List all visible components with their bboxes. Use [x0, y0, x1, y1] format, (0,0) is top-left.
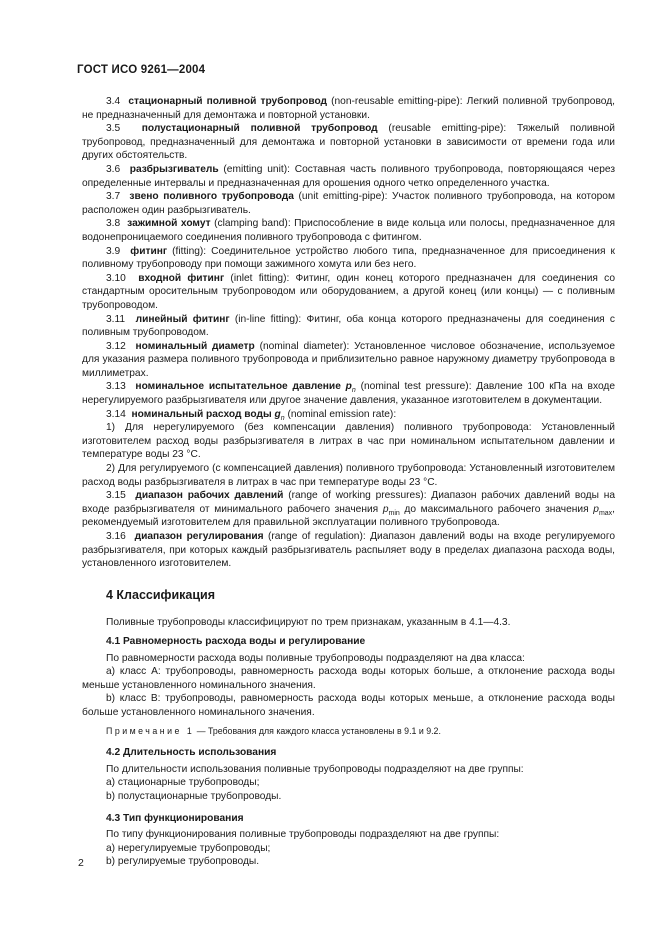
- subsection-4-2-heading: 4.2 Длительность использования: [106, 747, 277, 759]
- subsection-4-2-text: По длительности использования поливные трубопроводы подразделяют на две группы:: [106, 763, 524, 775]
- definition-3-9: 3.9 фитинг (fitting): Соединительное устройство любого типа, предназначенное для присоединения к поливному трубопроводу при помощи зажимного хомута или без него.: [82, 245, 615, 271]
- definition-3-6: 3.6 разбрызгиватель (emitting unit): Составная часть поливного трубопровода, повторяющаяся через определенные интервалы и предназначенная для орошения одного четко определенного участка.: [82, 163, 615, 189]
- definition-3-15: 3.15 диапазон рабочих давлений (range of working pressures): Диапазон рабочих давлений воды на входе разбрызгивателя от минимального рабочего значения $p_{min}$ до максимального рабочего значения $p_{max}$, рекомендуемый изготовителем для правильной эксплуатации поливного трубопровода.: [82, 490, 616, 529]
- definition-3-16: 3.16 диапазон регулирования (range of regulation): Диапазон давлений воды на входе регулируемого разбрызгивателя, при которых каждый разбрызгиватель распыляет воду в пределах диапазона расхода воды, установленного изготовителем.: [82, 531, 616, 570]
- list-item: b) класс В: трубопроводы, равномерность расхода воды которых меньше, а отклонение расхода воды больше установленного номинального значения.: [82, 693, 615, 718]
- section-4-heading: 4 Классификация: [106, 587, 216, 602]
- note-1: Примечание 1 — Требования для каждого класса установлены в 9.1 и 9.2.: [106, 725, 441, 736]
- definition-3-13: 3.13 номинальное испытательное давление $p_n$ (nominal test pressure): Давление 100 кПа на входе нерегулируемого разбрызгивателя или другое значение давления, указанное изготовителем в документации.: [82, 381, 615, 407]
- subsection-4-1-text: По равномерности расхода воды поливные трубопроводы подразделяют на два класса:: [106, 652, 525, 664]
- standard-code-header: ГОСТ ИСО 9261—2004: [77, 64, 206, 76]
- definition-3-14-item: 2) Для регулируемого (с компенсацией давления) поливного трубопровода: Установленный изготовителем расход воды разбрызгивателя в литрах в час при температуре воды 23 °С.: [82, 463, 615, 488]
- list-item: b) регулируемые трубопроводы.: [106, 856, 260, 868]
- list-item: а) класс А: трубопроводы, равномерность расхода воды которых больше, а отклонение расхода воды меньше установленного номинального значения.: [82, 666, 615, 691]
- list-item: а) нерегулируемые трубопроводы;: [106, 842, 271, 854]
- definition-3-14-item: 1) Для нерегулируемого (без компенсации давления) поливного трубопровода: Установленный изготовителем расход воды разбрызгивателя в литрах в час при номинальном испытательном давлении и температуре воды 23 °С.: [82, 422, 615, 461]
- list-item: b) полустационарные трубопроводы.: [106, 790, 282, 802]
- list-item: а) стационарные трубопроводы;: [106, 777, 260, 789]
- document-body: [82, 95, 615, 869]
- definition-3-14: 3.14 номинальный расход воды $g_n$ (nominal emission rate):: [106, 408, 397, 422]
- definition-3-4: 3.4 стационарный поливной трубопровод (non-reusable emitting-pipe): Легкий поливной трубопровод, не предназначенный для демонтажа и повторной установки.: [82, 96, 615, 121]
- definition-3-12: 3.12 номинальный диаметр (nominal diameter): Установленное числовое обозначение, используемое для указания размера поливного трубопровода и приблизительно равное наружному диаметру трубопровода в миллиметрах.: [82, 340, 615, 379]
- subsection-4-3-heading: 4.3 Тип функционирования: [106, 812, 244, 824]
- page-number: 2: [78, 857, 84, 869]
- definition-3-11: 3.11 линейный фитинг (in-line fitting): Фитинг, оба конца которого предназначены для соединения с поливным трубопроводом.: [82, 313, 615, 339]
- subsection-4-1-heading: 4.1 Равномерность расхода воды и регулирование: [106, 635, 366, 647]
- definition-3-7: 3.7 звено поливного трубопровода (unit emitting-pipe): Участок поливного трубопровода, на котором расположен один разбрызгиватель.: [82, 191, 615, 216]
- definition-3-10: 3.10 входной фитинг (inlet fitting): Фитинг, один конец которого предназначен для соединения со стандартным оросительным трубопроводом или оборудованием, а другой конец (или концы) — с поливным трубопроводом.: [82, 272, 616, 311]
- definition-3-5: 3.5 полустационарный поливной трубопровод (reusable emitting-pipe): Тяжелый поливной трубопровод, предназначенный для демонтажа и повторной установки в зависимости от времени года или других обстоятельств.: [82, 123, 615, 162]
- definition-3-8: 3.8 зажимной хомут (clamping band): Приспособление в виде кольца или полосы, предназначенное для водонепроницаемого соединения поливного трубопровода с фитингом.: [82, 218, 615, 243]
- section-4-intro: Поливные трубопроводы классифицируют по трем признакам, указанным в 4.1—4.3.: [106, 617, 511, 629]
- subsection-4-3-text: По типу функционирования поливные трубопроводы подразделяют на две группы:: [106, 829, 500, 841]
